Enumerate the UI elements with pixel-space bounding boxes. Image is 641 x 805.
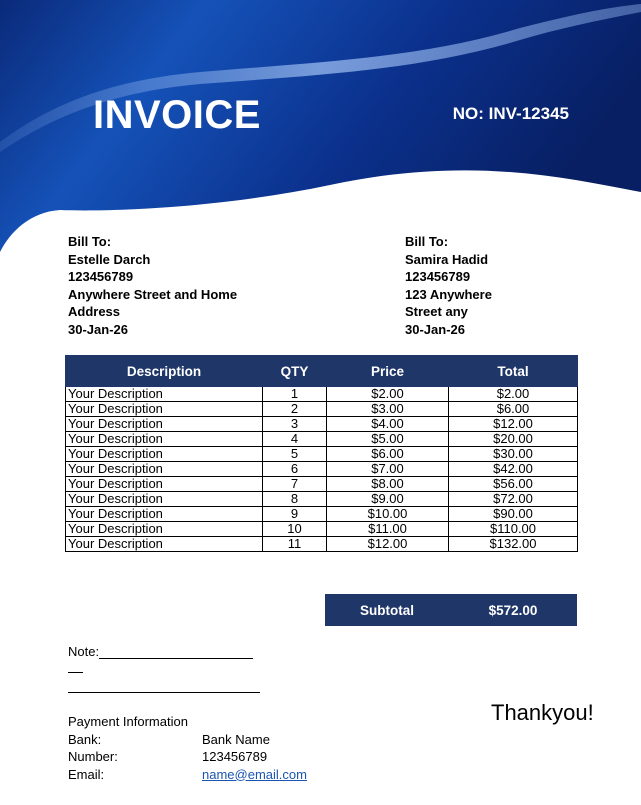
- table-row: [66, 387, 578, 402]
- note-section: [68, 644, 253, 659]
- cell-total: $72.00: [449, 492, 578, 507]
- cell-description: Your Description: [66, 537, 263, 552]
- cell-price: $7.00: [327, 462, 449, 477]
- cell-total: $110.00: [449, 522, 578, 537]
- email-label: Email:: [68, 766, 105, 782]
- table-header-row: [66, 356, 578, 387]
- column-header-total: Total: [449, 356, 578, 387]
- cell-total: $2.00: [449, 387, 578, 402]
- bill-to-date: 30-Jan-26: [405, 321, 465, 337]
- cell-qty: 2: [263, 402, 327, 417]
- cell-price: $12.00: [327, 537, 449, 552]
- table-row: [66, 522, 578, 537]
- cell-price: $3.00: [327, 402, 449, 417]
- items-table: [65, 355, 578, 552]
- note-label: Note:: [68, 644, 100, 659]
- bill-to-address-line2: Street any: [405, 304, 468, 320]
- note-line: [99, 644, 253, 659]
- table-row: [66, 537, 578, 552]
- cell-price: $11.00: [327, 522, 449, 537]
- bill-to-address-line2: Address: [68, 304, 121, 320]
- cell-description: Your Description: [66, 462, 263, 477]
- payment-bank-row: [68, 731, 270, 749]
- cell-description: Your Description: [66, 522, 263, 537]
- cell-qty: 3: [263, 417, 327, 432]
- email-link[interactable]: name@email.com: [202, 766, 307, 782]
- bill-to-date: 30-Jan-26: [68, 321, 128, 337]
- subtotal-value: $572.00: [488, 603, 538, 618]
- cell-qty: 1: [263, 387, 327, 402]
- thank-you-text: Thankyou!: [491, 700, 594, 725]
- table-row: [66, 462, 578, 477]
- cell-qty: 9: [263, 507, 327, 522]
- column-header-description: Description: [66, 356, 263, 387]
- payment-number-row: [68, 748, 268, 766]
- bill-to-phone: 123456789: [405, 269, 471, 285]
- invoice-number: NO: INV-12345: [452, 104, 569, 123]
- number-label: Number:: [68, 749, 118, 764]
- cell-qty: 5: [263, 447, 327, 462]
- cell-total: $42.00: [449, 462, 578, 477]
- cell-description: Your Description: [66, 417, 263, 432]
- cell-description: Your Description: [66, 387, 263, 402]
- cell-qty: 6: [263, 462, 327, 477]
- note-line: [68, 672, 83, 673]
- table-body: [66, 387, 578, 552]
- cell-qty: 4: [263, 432, 327, 447]
- bill-to-address-line1: Anywhere Street and Home: [68, 286, 238, 302]
- cell-description: Your Description: [66, 492, 263, 507]
- payment-info: [68, 713, 307, 783]
- cell-qty: 10: [263, 522, 327, 537]
- table-row: [66, 477, 578, 492]
- cell-total: $90.00: [449, 507, 578, 522]
- bill-to-name: Estelle Darch: [68, 251, 151, 267]
- table-row: [66, 402, 578, 417]
- cell-total: $12.00: [449, 417, 578, 432]
- column-header-qty: QTY: [263, 356, 327, 387]
- bank-value: Bank Name: [202, 731, 270, 747]
- cell-price: $10.00: [327, 507, 449, 522]
- cell-description: Your Description: [66, 507, 263, 522]
- subtotal-label: Subtotal: [360, 603, 414, 618]
- cell-total: $132.00: [449, 537, 578, 552]
- cell-price: $8.00: [327, 477, 449, 492]
- bill-to-address-line1: 123 Anywhere: [405, 286, 492, 302]
- cell-qty: 11: [263, 537, 327, 552]
- cell-price: $6.00: [327, 447, 449, 462]
- cell-total: $56.00: [449, 477, 578, 492]
- payment-email-row: [68, 766, 307, 784]
- table-row: [66, 432, 578, 447]
- cell-description: Your Description: [66, 402, 263, 417]
- bank-label: Bank:: [68, 731, 102, 747]
- payment-heading: Payment Information: [68, 714, 188, 729]
- cell-price: $5.00: [327, 432, 449, 447]
- bill-to-name: Samira Hadid: [405, 251, 489, 267]
- cell-description: Your Description: [66, 432, 263, 447]
- table-row: [66, 447, 578, 462]
- table-row: [66, 507, 578, 522]
- note-line: [68, 692, 260, 693]
- bill-to-left: [68, 233, 263, 339]
- bill-to-heading: Bill To:: [405, 234, 449, 249]
- bill-to-phone: 123456789: [68, 269, 134, 285]
- cell-description: Your Description: [66, 447, 263, 462]
- cell-total: $6.00: [449, 402, 578, 417]
- table-row: [66, 417, 578, 432]
- column-header-price: Price: [327, 356, 449, 387]
- cell-total: $30.00: [449, 447, 578, 462]
- cell-price: $4.00: [327, 417, 449, 432]
- table-row: [66, 492, 578, 507]
- cell-qty: 7: [263, 477, 327, 492]
- cell-price: $9.00: [327, 492, 449, 507]
- subtotal-bar: [325, 594, 577, 626]
- cell-qty: 8: [263, 492, 327, 507]
- bill-to-heading: Bill To:: [68, 234, 112, 249]
- number-value: 123456789: [202, 749, 268, 764]
- cell-price: $2.00: [327, 387, 449, 402]
- cell-description: Your Description: [66, 477, 263, 492]
- cell-total: $20.00: [449, 432, 578, 447]
- bill-to-right: [405, 233, 525, 339]
- invoice-title: INVOICE: [93, 93, 261, 137]
